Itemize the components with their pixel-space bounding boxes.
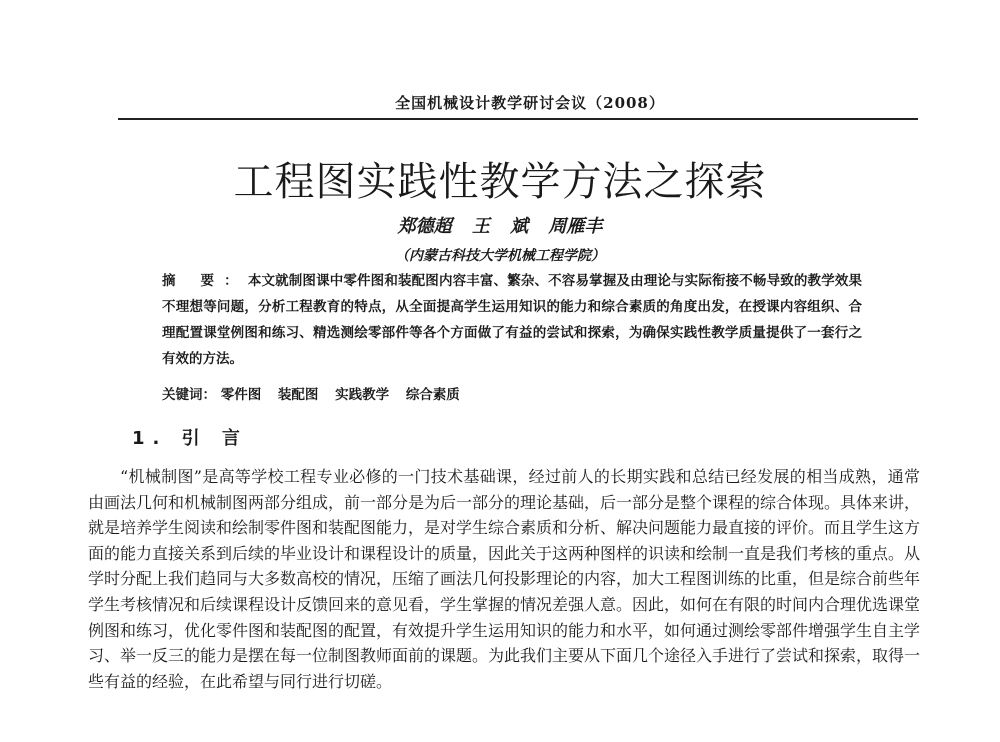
keywords-label: 关键词： bbox=[162, 387, 216, 403]
abstract-label: 摘 要： bbox=[162, 273, 248, 289]
author-affiliation: （内蒙古科技大学机械工程学院） bbox=[395, 248, 605, 264]
introduction-paragraph: “机械制图”是高等学校工程专业必修的一门技术基础课，经过前人的长期实践和总结已经发展的相当成熟，通常由画法几何和机械制图两部分组成，前一部分是为后一部分的理论基础，后一部分是整个课程的综合体现。具体来讲，就是培养学生阅读和绘制零件图和装配图能力，是对学生综合素质和分析、解决问题能力最直接的评价。而且学生这方面的能力直接关系到后续的毕业设计和课程设计的质量，因此关于这两种图样的识读和绘制一直是我们考核的重点。从学时分配上我们趋同与大多数高校的情况，压缩了画法几何投影理论的内容，加大工程图训练的比重，但是综合前些年学生考核情况和后续课程设计反馈回来的意见看，学生掌握的情况差强人意。因此，如何在有限的时间内合理优选课堂例图和练习，优化零件图和装配图的配置，有效提升学生运用知识的能力和水平，如何通过测绘零部件增强学生自主学习、举一反三的能力是摆在每一位制图教师面前的课题。为此我们主要从下面几个途径入手进行了尝试和探索，取得一些有益的经验，在此希望与同行进行切磋。 bbox=[88, 467, 921, 691]
section-heading-introduction: 1. 引 言 bbox=[132, 428, 248, 449]
keyword-item: 实践教学 bbox=[335, 387, 390, 403]
conference-header: 全国机械设计教学研讨会议（2008） bbox=[395, 94, 665, 112]
header-divider bbox=[118, 118, 918, 120]
author-list: 郑德超 王 斌 周雁丰 bbox=[397, 216, 603, 237]
keywords bbox=[162, 383, 862, 403]
keyword-item: 装配图 bbox=[277, 387, 319, 403]
abstract bbox=[162, 268, 862, 372]
keyword-item: 零件图 bbox=[220, 387, 262, 403]
abstract-text: 本文就制图课中零件图和装配图内容丰富、繁杂、不容易掌握及由理论与实际衔接不畅导致的教学效果不理想等问题，分析工程教育的特点，从全面提高学生运用知识的能力和综合素质的角度出发，在授课内容组织、合理配置课堂例图和练习、精选测绘零部件等各个方面做了有益的尝试和探索，为确保实践性教学质量提供了一套行之有效的方法。 bbox=[162, 273, 862, 367]
paper-title: 工程图实践性教学方法之探索 bbox=[233, 159, 767, 205]
keyword-item: 综合素质 bbox=[405, 387, 460, 403]
